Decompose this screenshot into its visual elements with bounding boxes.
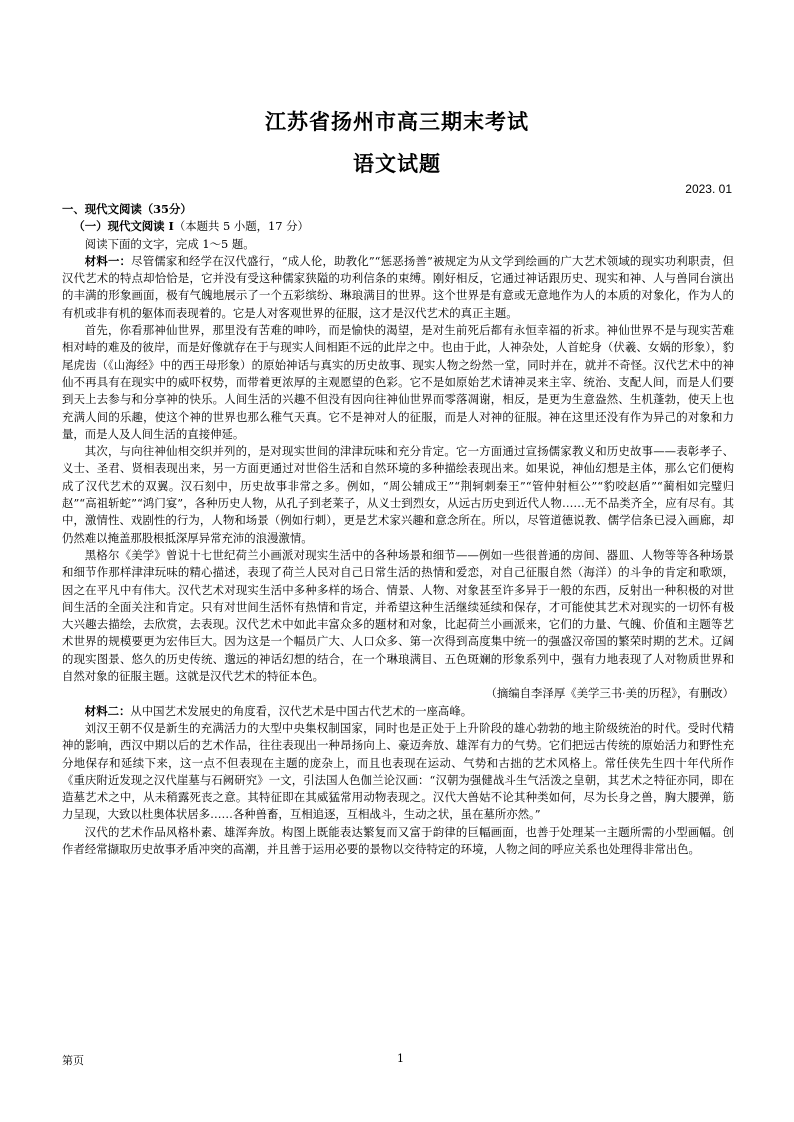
- exam-date: 2023. 01: [685, 182, 732, 196]
- subsection-heading: [62, 218, 734, 235]
- material1-paragraph-1: [62, 253, 734, 322]
- material1-paragraph-2: 首先，你看那神仙世界，那里没有苦难的呻吟，而是愉快的渴望，是对生前死后都有永恒幸福的祈求。神仙世界不是与现实苦难相对峙的难及的彼岸，而是好像就存在于与现实人间相距不远的此岸之中。也由于此，人神杂处，人首蛇身（伏羲、女娲的形象），豹尾虎齿（《山海经》中的西王母形象）的原始神话与真实的历史故事、现实人物之纷然一堂，同时并在，就并不奇怪。汉代艺术中的神仙不再具有在现实中的威吓权势，而带着更浓厚的主观愿望的色彩。它不是如原始艺术请神灵来主宰、统治、支配人间，而是人们要到天上去参与和分享神的快乐。人间生活的兴趣不但没有因向往神仙世界而零落凋谢，相反，是更为生意盎然、生机蓬勃，使天上也充满人间的乐趣，使这个神的世界也那么稚气天真。它不是神对人的征服，而是人对神的征服。神在这里还没有作为异己的对象和力量，而是人及人间生活的直接伸延。: [62, 323, 734, 441]
- material2-p1-text: 从中国艺术发展史的角度看，汉代艺术是中国古代艺术的一座高峰。: [130, 703, 473, 718]
- material1-citation: （摘编自李泽厚《美学三书·美的历程》，有删改）: [485, 686, 734, 701]
- material1-p1-text: 尽管儒家和经学在汉代盛行，“成人伦，助教化”“惩恶扬善”被规定为从文学到绘画的广大艺术领域的现实功利职责，但汉代艺术的特点却恰恰是，它并没有受这种儒家狭隘的功利信条的束缚。刚好相反，它通过神话跟历史、现实和神、人与兽同台演出的丰满的形象画面，极有气魄地展示了一个五彩缤纷、琳琅满目的世界。这个世界是有意或无意地作为人的本质的对象化，作为人的有机或非有机的躯体而表现着的。它是人对客观世界的征服，这才是汉代艺术的真正主题。: [62, 253, 734, 320]
- footer-page-number: 1: [397, 1052, 404, 1065]
- material1-paragraph-3: 其次，与向往神仙相交织并列的，是对现实世间的津津玩味和充分肯定。它一方面通过宣扬儒家教义和历史故事——表彰孝子、义士、圣君、贤相表现出来，另一方面更通过对世俗生活和自然环境的多种描绘表现出来。如果说，神仙幻想是主体，那么它们便构成了汉代艺术的双翼。汉石刻中，历史故事非常之多。例如，“周公辅成王”“荆轲刺秦王”“管仲射桓公”“豹咬赵盾”“蔺相如完璧归赵”“高祖斩蛇”“鸿门宴”，各种历史人物，从孔子到老莱子，从义士到烈女，从远古历史到近代人物……无不品类齐全，应有尽有。其中，激情性、戏剧性的行为，人物和场景（例如行刺），更是艺术家兴趣和意念所在。所以，尽管道德说教、儒学信条已浸入画廊，却仍然难以掩盖那股根抵深厚异常充沛的浪漫激情。: [62, 444, 734, 545]
- exam-subtitle: 语文试题: [353, 151, 441, 176]
- subsection-label: （一）现代文阅读 I: [73, 219, 174, 234]
- section-heading: 一、现代文阅读（35分）: [62, 202, 192, 216]
- material2-paragraph-1: [62, 703, 734, 720]
- footer-page-label: 第页: [62, 1054, 84, 1067]
- material2-paragraph-3: 汉代的艺术作品风格朴素、雄浑奔放。构图上既能表达繁复而又富于韵律的巨幅画面，也善于处理某一主题所需的小型画幅。创作者经常撷取历史故事矛盾冲突的高潮，并且善于运用必要的景物以交待特定的环境，人物之间的呼应关系也处理得非常出色。: [62, 824, 734, 856]
- reading-instruction: 阅读下面的文字，完成 1～5 题。: [84, 236, 255, 251]
- material1-paragraph-4: 黑格尔《美学》曾说十七世纪荷兰小画派对现实生活中的各种场景和细节——例如一些很普通的房间、器皿、人物等等各种场景和细节作那样津津玩味的精心描述，表现了荷兰人民对自己日常生活的热情和爱恋，对自己征服自然（海洋）的斗争的肯定和歌颂，因之在平凡中有伟大。汉代艺术对现实生活中多种多样的场合、情景、人物、对象甚至许多异于一般的东西，反射出一种积极的对世间生活的全面关注和肯定。只有对世间生活怀有热情和肯定，并希望这种生活继续延续和保存，才可能使其艺术对现实的一切怀有极大兴趣去描绘，去欣赏，去表现。汉代艺术中如此丰富众多的题材和对象，比起荷兰小画派来，它们的力量、气魄、价值和主题等艺术世界的规模要更为宏伟巨大。因为这是一个幅员广大、人口众多、第一次得到高度集中统一的强盛汉帝国的繁荣时期的艺术。辽阔的现实图景、悠久的历史传统、邈远的神话幻想的结合，在一个琳琅满目、五色斑斓的形象系列中，强有力地表现了人对物质世界和自然对象的征服主题。这就是汉代艺术的特征本色。: [62, 547, 734, 684]
- material2-label: 材料二：: [84, 703, 131, 718]
- material1-label: 材料一：: [84, 253, 132, 268]
- subsection-note: （本题共 5 小题，17 分）: [173, 219, 309, 234]
- exam-body: [62, 201, 734, 858]
- material2-paragraph-2: 刘汉王朝不仅是新生的充满活力的大型中央集权制国家，同时也是正处于上升阶段的雄心勃勃的地主阶级统治的时代。受时代精神的影响，西汉中期以后的艺术作品，往往表现出一种昂扬向上、豪迈奔放、雄浑有力的气势。它们把远古传统的原始活力和野性充分地保存和延续下来，这一点不但表现在主题的庞杂上，而且也表现在运动、气势和古拙的艺术风格上。常任侠先生四十年代所作《重庆附近发现之汉代崖墓与石阙研究》一文，引法国人色伽兰论汉画：“汉朝为强健战斗生气活泼之皇朝，其艺术之特征亦同，即在造墓艺术之中，从未稍露死丧之意。其特征即在其威猛常用动物表现之。汉代大兽姑不论其种类如何，尽为长身之兽，胸大腰弹，筋力呈现，大致以杜奥体状居多……各种兽畜，互相追逐，互相战斗，生动之状，虽在墓所亦然。”: [62, 720, 734, 822]
- exam-title: 江苏省扬州市高三期末考试: [265, 109, 529, 134]
